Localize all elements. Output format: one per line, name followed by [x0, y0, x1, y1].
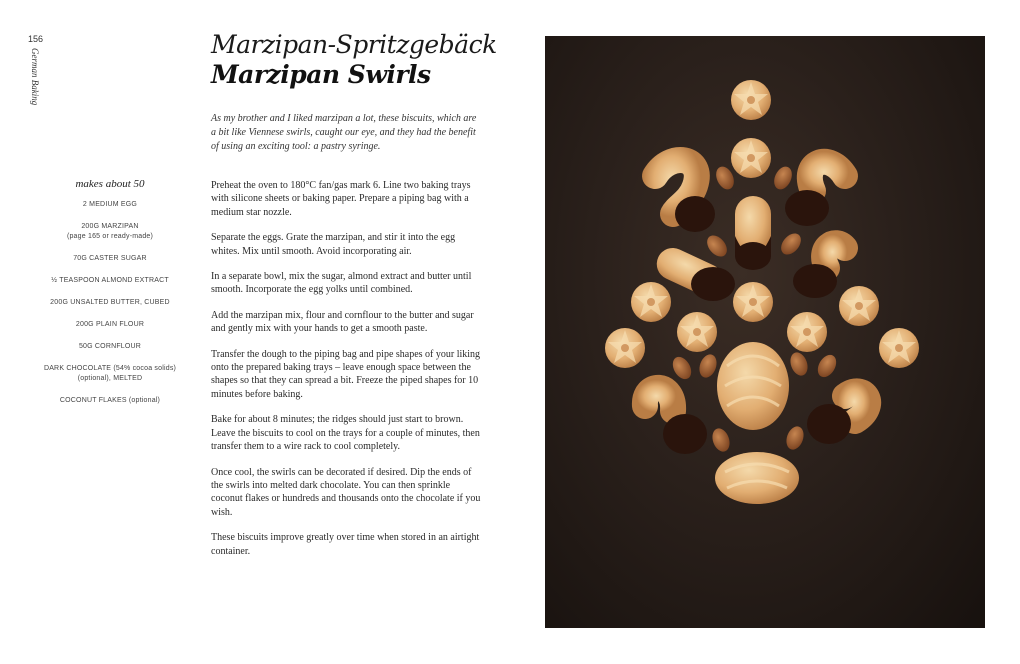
method-steps	[211, 179, 483, 570]
ingredient-text: 2 MEDIUM EGG	[82, 201, 138, 208]
method-step: Bake for about 8 minutes; the ridges should just start to brown. Leave the biscuits to cool on the trays for a couple of minutes, then transfer them to a wire rack to cool completely.	[211, 414, 480, 453]
almond	[713, 164, 738, 193]
rosette-biscuit	[731, 80, 771, 120]
rosette-biscuit	[631, 282, 671, 322]
ingredient-item	[40, 298, 180, 308]
swirl-biscuit-chocolate	[655, 160, 715, 232]
ingredient-item	[40, 396, 180, 406]
rosette-biscuit	[733, 282, 773, 322]
method-step: In a separate bowl, mix the sugar, almond extract and butter until smooth. Incorporate the egg yolks until combined.	[211, 271, 472, 296]
swirl-biscuit-chocolate	[785, 162, 845, 226]
method-step: Add the marzipan mix, flour and cornflour to the butter and sugar and gently mix with your hands to get a smooth paste.	[211, 309, 474, 335]
rosette-biscuit	[677, 312, 717, 352]
ingredient-item	[40, 222, 180, 242]
ingredient-text: 200G UNSALTED BUTTER, CUBED	[50, 299, 170, 306]
ingredient-text: 200G MARZIPAN	[81, 223, 139, 230]
ingredient-text: 200G PLAIN FLOUR	[75, 321, 145, 328]
swirl-biscuit-chocolate	[645, 388, 707, 454]
rosette-biscuit	[605, 328, 645, 368]
almond	[787, 350, 810, 378]
recipe-title-german: Marzipan-Spritzgebäck	[211, 30, 497, 59]
almond	[771, 164, 796, 193]
ingredient-note: (page 165 or ready-made)	[66, 233, 154, 240]
almond	[814, 352, 840, 381]
almond	[696, 352, 719, 380]
ingredient-item	[40, 342, 180, 352]
rosette-biscuit	[839, 286, 879, 326]
ingredient-text: ½ TEASPOON ALMOND EXTRACT	[51, 277, 169, 284]
ingredient-note: (optional), MELTED	[77, 375, 143, 382]
ingredient-item	[40, 364, 180, 384]
method-step: These biscuits improve greatly over time when stored in an airtight container.	[211, 532, 480, 557]
finger-biscuit-chocolate	[735, 196, 771, 270]
ingredient-item	[40, 254, 180, 264]
recipe-title-english: Marzipan Swirls	[211, 60, 431, 89]
rosette-biscuit	[879, 328, 919, 368]
recipe-yield: makes about 50	[75, 178, 145, 190]
method-step: Once cool, the swirls can be decorated if desired. Dip the ends of the swirls into melted dark chocolate. You can then sprinkle coconut flakes or hundreds and thousands onto the chocolate if you wish.	[211, 466, 481, 518]
bottom-swirl-biscuit	[715, 452, 799, 504]
ingredient-item	[40, 320, 180, 330]
recipe-intro: As my brother and I liked marzipan a lot, these biscuits, which are a bit like Viennese swirls, caught our eye, and they had the benefit of using an exciting tool: a pastry syringe.	[211, 113, 477, 152]
running-head: German Baking	[30, 48, 40, 106]
almond	[669, 354, 695, 383]
almond	[783, 424, 806, 452]
ingredient-text: DARK CHOCOLATE (54% cocoa solids)	[43, 365, 177, 372]
ingredient-item	[40, 276, 180, 286]
almond	[703, 232, 731, 261]
almond	[777, 230, 805, 259]
method-step: Preheat the oven to 180°C fan/gas mark 6. Line two baking trays with silicone sheets or baking paper. Prepare a piping bag with a medium star nozzle.	[211, 180, 471, 218]
ingredients-list	[40, 178, 180, 418]
almond	[709, 426, 732, 454]
rosette-biscuit	[731, 138, 771, 178]
ingredient-text: 70G CASTER SUGAR	[73, 255, 147, 262]
method-step: Separate the eggs. Grate the marzipan, and stir it into the egg whites. Mix until smooth. Avoid incorporating air.	[211, 232, 456, 257]
method-step: Transfer the dough to the piping bag and pipe shapes of your liking onto the prepared baking trays – leave enough space between the shapes so that they can spread a bit. Freeze the piped shapes for 10 minutes before baking.	[211, 348, 481, 400]
ingredient-text: COCONUT FLAKES (optional)	[59, 397, 161, 404]
ingredient-text: 50G CORNFLOUR	[78, 343, 142, 350]
swirl-biscuit-chocolate	[807, 391, 868, 444]
ingredient-item	[40, 200, 180, 210]
recipe-photo	[545, 36, 985, 628]
rosette-biscuit	[787, 312, 827, 352]
large-swirl-biscuit	[717, 342, 789, 430]
swirl-biscuit-chocolate	[793, 243, 845, 298]
page-number: 156	[28, 34, 44, 44]
biscuit-arrangement-illustration	[545, 36, 985, 628]
